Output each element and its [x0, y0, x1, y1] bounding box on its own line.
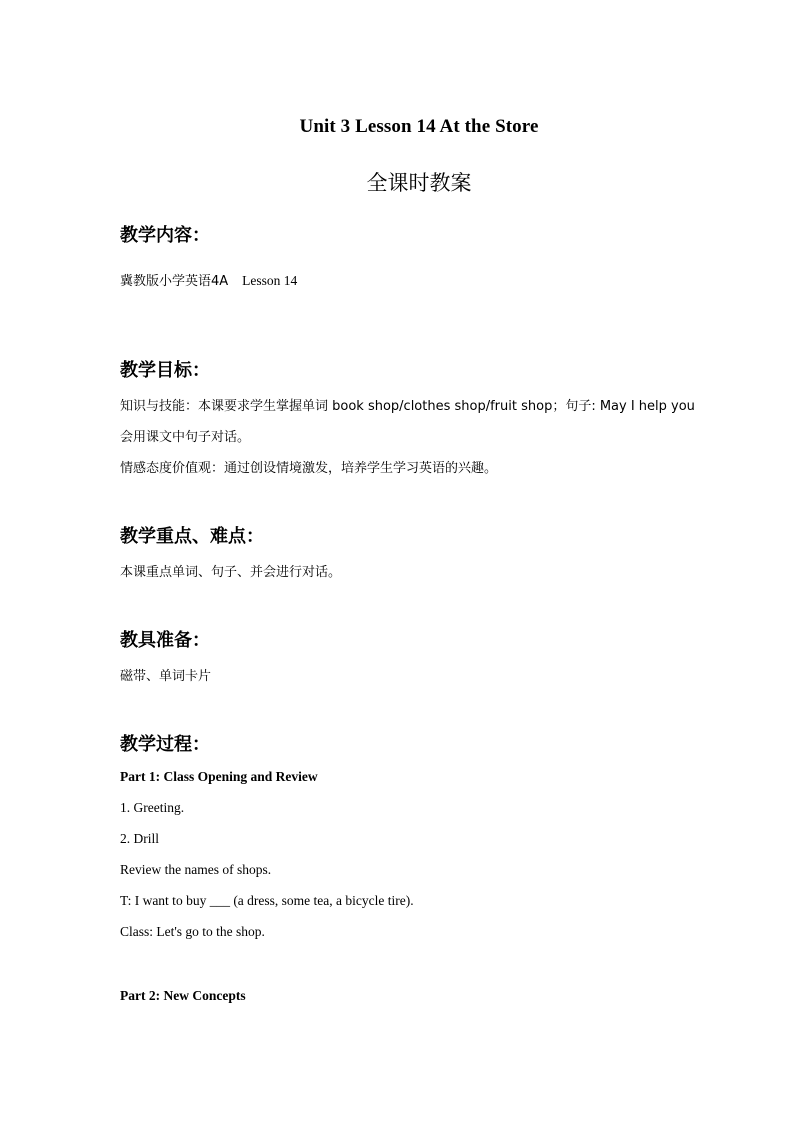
process-part2-title: Part 2: New Concepts [120, 988, 246, 1003]
process-item-2: 2. Drill [120, 831, 159, 846]
section-heading-objectives: 教学目标： [120, 360, 210, 381]
process-item-1: 1. Greeting. [120, 800, 185, 815]
objectives-line-1: 知识与技能：本课要求学生掌握单词 book shop/clothes shop/fruit shop；句子: May I help you [120, 399, 695, 414]
document-title: Unit 3 Lesson 14 At the Store [299, 116, 539, 137]
objectives-line-3: 情感态度价值观：通过创设情境激发，培养学生学习英语的兴趣。 [120, 461, 498, 476]
process-part1-title: Part 1: Class Opening and Review [120, 769, 318, 784]
objectives-line-2: 会用课文中句子对话。 [120, 430, 251, 445]
content-line [120, 270, 297, 289]
section-heading-process: 教学过程： [120, 734, 210, 755]
section-heading-content: 教学内容： [120, 225, 210, 246]
section-heading-materials: 教具准备： [120, 630, 210, 651]
content-textbook: 冀教版小学英语4A [120, 274, 229, 289]
process-item-5: Class: Let's go to the shop. [120, 924, 265, 939]
materials-line-1: 磁带、单词卡片 [120, 669, 212, 684]
document-subtitle: 全课时教案 [366, 171, 472, 195]
key-points-line-1: 本课重点单词、句子、并会进行对话。 [120, 565, 342, 580]
process-item-4: T: I want to buy ___ (a dress, some tea, a bicycle tire). [120, 893, 414, 908]
content-lesson: Lesson 14 [242, 273, 298, 288]
process-item-3: Review the names of shops. [120, 862, 272, 877]
section-heading-key-points: 教学重点、难点： [120, 526, 264, 547]
